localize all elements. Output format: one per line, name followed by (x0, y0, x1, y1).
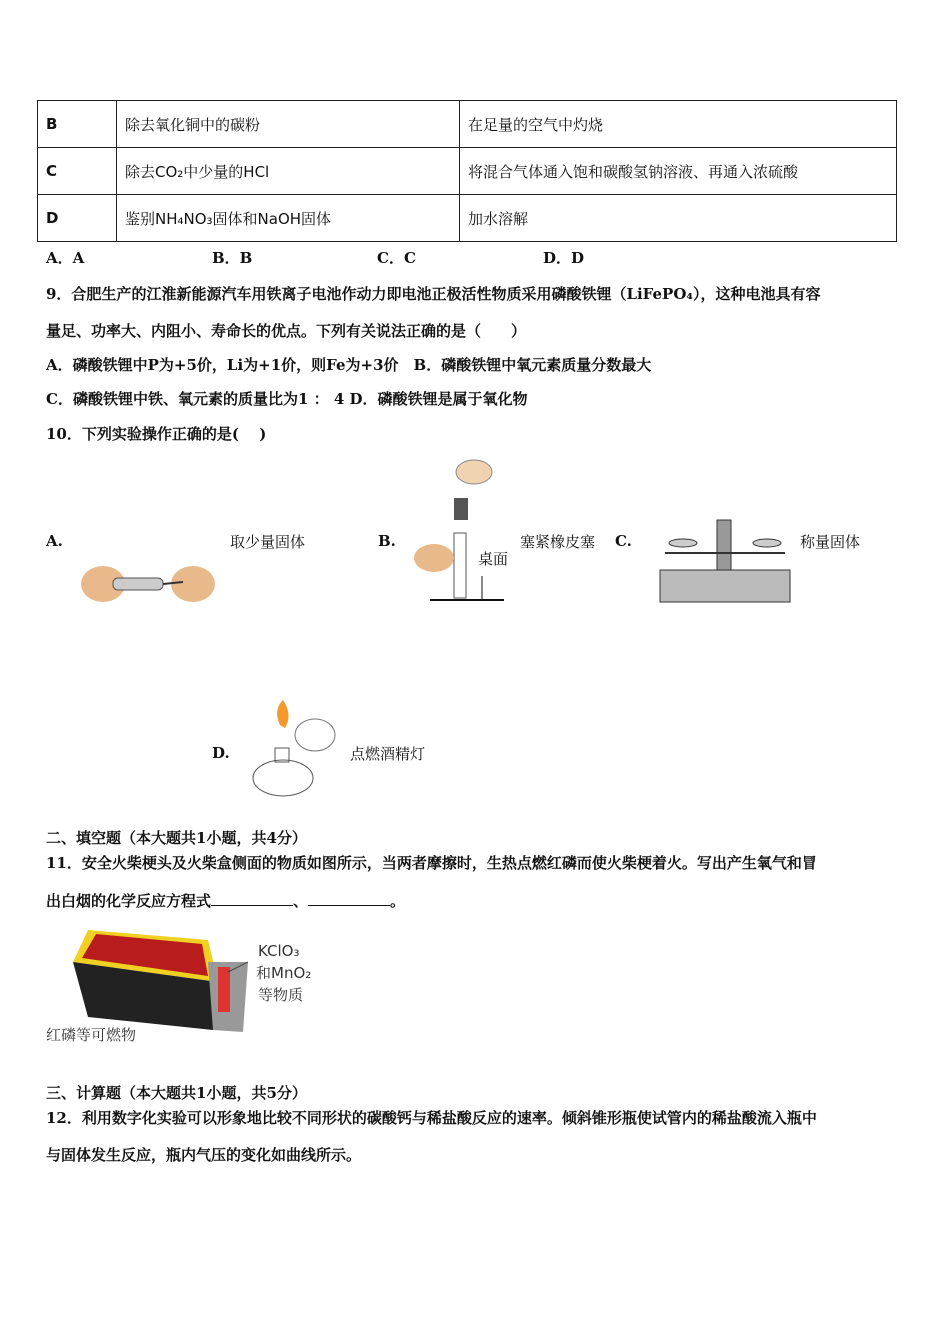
take-solid-illustration (78, 558, 218, 610)
table-row: D 鉴别NH₄NO₃固体和NaOH固体 加水溶解 (38, 195, 897, 242)
mno2-label: 和MnO₂ (256, 964, 312, 982)
q9-options-ab: A．磷酸铁锂中P为+5价，Li为+1价，则Fe为+3价 B．磷酸铁锂中氧元素质量分数最大 (46, 356, 652, 374)
table-row: C 除去CO₂中少量的HCl 将混合气体通入饱和碳酸氢钠溶液、再通入浓硫酸 (38, 148, 897, 195)
q8-option-c: C．C (377, 249, 416, 267)
rubber-stopper-illustration (412, 458, 508, 608)
matchbox-illustration (68, 922, 248, 1034)
section-2-heading: 二、填空题（本大题共1小题，共4分） (46, 829, 307, 847)
q10-d-text: 点燃酒精灯 (350, 745, 426, 763)
q9-stem-2: 量足、功率大、内阻小、寿命长的优点。下列有关说法正确的是（ ） (46, 322, 527, 340)
q8-option-a: A．A (46, 249, 85, 267)
q10-b-text: 塞紧橡皮塞 (520, 533, 596, 551)
kclo3-label: KClO₃ (258, 942, 300, 960)
desk-label: 桌面 (478, 550, 509, 568)
q11-stem-2: 出白烟的化学反应方程式 、 。 (46, 892, 406, 910)
q8-option-d: D．D (543, 249, 585, 267)
q8-option-b: B．B (212, 249, 253, 267)
answer-blank-1[interactable] (211, 905, 293, 906)
q12-stem: 12．利用数字化实验可以形象地比较不同形状的碳酸钙与稀盐酸反应的速率。倾斜锥形瓶使试管内的稀盐酸流入瓶中 (46, 1109, 817, 1127)
q10-b-key: B. (378, 532, 396, 550)
q9-options-cd: C．磷酸铁锂中铁、氧元素的质量比为1 ： 4 D．磷酸铁锂是属于氧化物 (46, 390, 528, 408)
q10-c-text: 称量固体 (800, 533, 861, 551)
red-phosphorus-label: 红磷等可燃物 (46, 1026, 137, 1044)
options-table (37, 100, 897, 242)
q10-stem: 10．下列实验操作正确的是( ) (46, 425, 267, 443)
q10-a-key: A. (46, 532, 63, 550)
q9-stem: 9．合肥生产的江淮新能源汽车用铁离子电池作动力即电池正极活性物质采用磷酸铁锂（LiFePO₄），这种电池具有容 (46, 285, 821, 303)
balance-scale-illustration (655, 515, 795, 605)
substances-label: 等物质 (258, 986, 304, 1004)
q10-c-key: C. (615, 532, 632, 550)
answer-blank-2[interactable] (308, 905, 390, 906)
table-row: B 除去氧化铜中的碳粉 在足量的空气中灼烧 (38, 101, 897, 148)
section-3-heading: 三、计算题（本大题共1小题，共5分） (46, 1084, 307, 1102)
q10-a-text: 取少量固体 (230, 533, 306, 551)
q10-d-key: D. (212, 744, 230, 762)
alcohol-lamp-illustration (245, 700, 345, 800)
q12-stem-2: 与固体发生反应，瓶内气压的变化如曲线所示。 (46, 1146, 362, 1164)
q11-stem: 11．安全火柴梗头及火柴盒侧面的物质如图所示，当两者摩擦时，生热点燃红磷而使火柴梗着火。写出产生氧气和冒 (46, 854, 817, 872)
